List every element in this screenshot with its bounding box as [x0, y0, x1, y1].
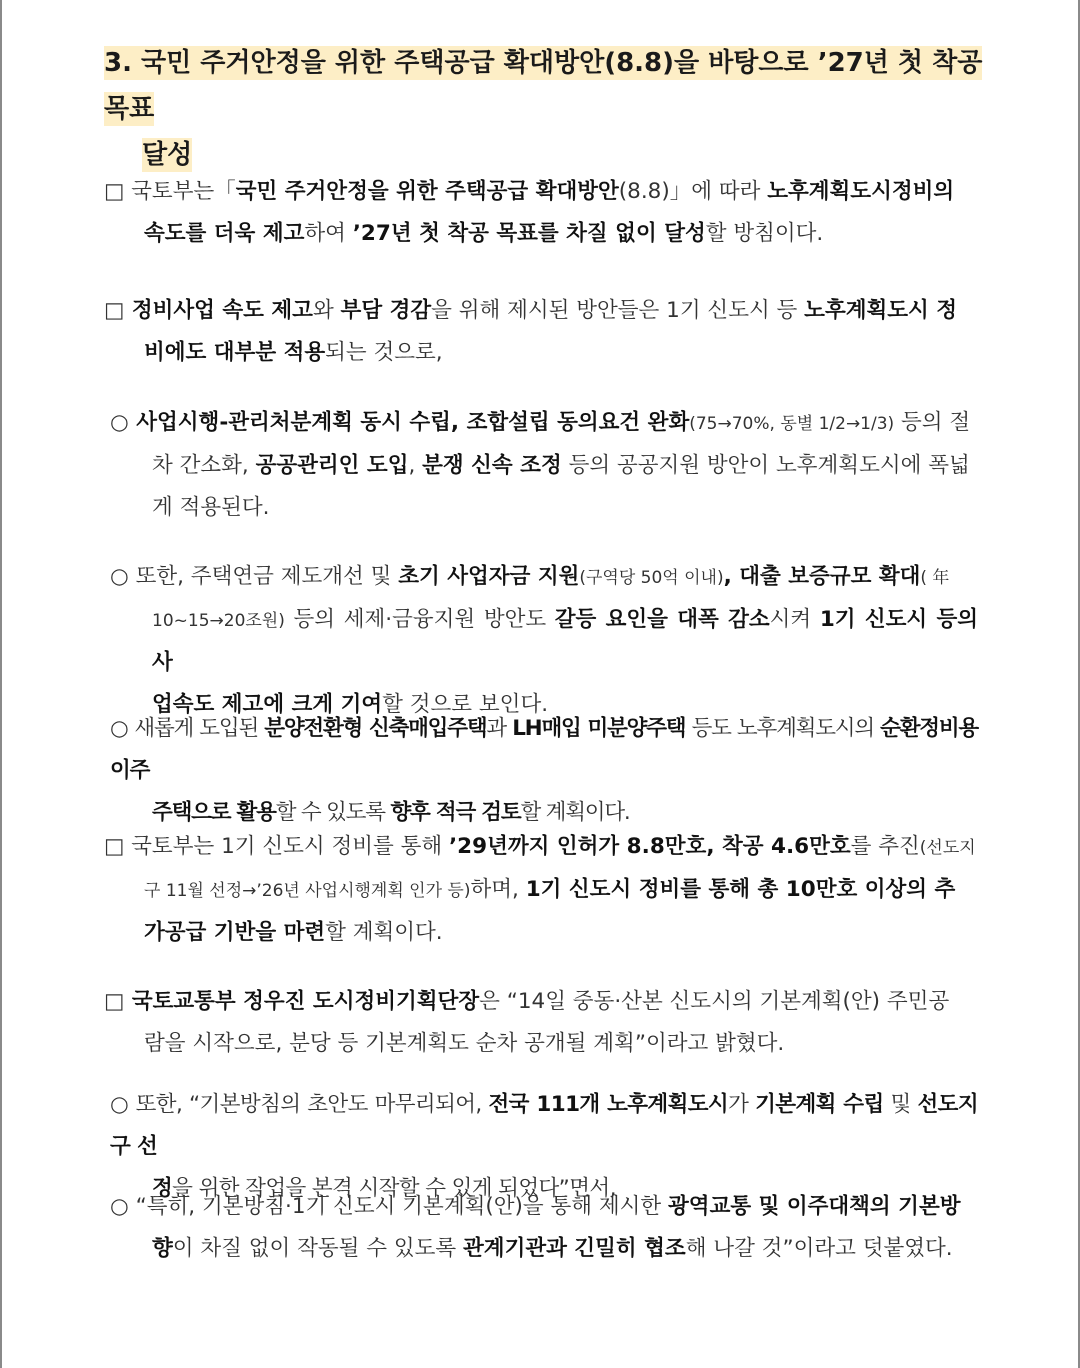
bold-text: 기본계획 수립 — [755, 1092, 884, 1117]
bold-text: 선도지구 선 — [110, 1092, 979, 1159]
text-run: 할 방침이다. — [705, 221, 824, 246]
bold-text: 공공관리인 도입 — [255, 453, 409, 478]
text-run: 국토부는「 — [124, 179, 236, 204]
bold-text: LH매입 미분양주택 — [512, 716, 686, 741]
text-run: 가 — [728, 1092, 756, 1117]
heading-line-2: 달성 — [142, 140, 193, 170]
text-run: 이 차질 없이 작동될 수 있도록 — [172, 1236, 464, 1261]
bold-text: 가공급 기반을 마련 — [144, 920, 326, 945]
bold-text: 갈등 요인을 대폭 감소 — [554, 607, 770, 632]
text-run: 등도 노후계획도시의 — [685, 716, 881, 741]
page-left-border — [0, 0, 2, 1368]
bold-text: 향 — [152, 1236, 173, 1261]
text-run: 되는 것으로, — [325, 340, 443, 365]
small-text: (선도지 — [919, 838, 976, 858]
bold-text: 부담 경감 — [340, 298, 432, 323]
bold-text: 국토교통부 정우진 도시정비기획단장 — [124, 989, 480, 1014]
bold-text: ’27년 첫 착공 목표를 차질 없이 달성 — [352, 221, 706, 246]
paragraph-9 — [110, 1186, 978, 1270]
text-run: 해 나갈 것”이라고 덧붙였다. — [685, 1236, 953, 1261]
text-run: 을 위해 제시된 방안들은 1기 신도시 등 — [431, 298, 805, 323]
bold-text: 대출 보증규모 확대 — [739, 564, 921, 589]
small-text: (75→70%, 동별 1/2→1/3) — [689, 414, 895, 434]
bold-text: , — [723, 564, 740, 589]
text-run: 등의 세제·금융지원 방안도 — [284, 607, 555, 632]
bold-text: 초기 사업자금 지원 — [398, 564, 580, 589]
small-text: 구 11월 선정→’26년 사업시행계획 인가 등) — [144, 881, 471, 901]
bold-text: 정 — [152, 1176, 173, 1201]
square-bullet: □ — [104, 989, 125, 1014]
bold-text: 분양전환형 신축매입주택 — [264, 716, 487, 741]
text-run: 차 간소화, — [152, 453, 256, 478]
text-run: 할 계획이다. — [520, 800, 630, 825]
text-run: 과 — [486, 716, 513, 741]
bold-text: 분쟁 신속 조정 — [422, 453, 562, 478]
paragraph-5 — [110, 708, 978, 834]
text-run: 또한, 주택연금 제도개선 및 — [128, 564, 399, 589]
square-bullet: □ — [104, 179, 125, 204]
heading-line-1: 3. 국민 주거안정을 위한 주택공급 확대방안(8.8)을 바탕으로 ’27년 첫 착공목표 — [104, 48, 983, 124]
circle-bullet: ○ — [110, 716, 129, 741]
paragraph-2 — [104, 290, 978, 374]
text-run: 및 — [883, 1092, 918, 1117]
text-run: 람을 시작으로, 분당 등 기본계획도 순차 공개될 계획”이라고 밝혔다. — [144, 1031, 785, 1056]
text-run: 게 적용된다. — [152, 495, 270, 520]
circle-bullet: ○ — [110, 1194, 129, 1219]
paragraph-7 — [104, 981, 978, 1065]
text-run: 할 것으로 보인다. — [382, 692, 549, 717]
paragraph-6 — [104, 826, 978, 954]
small-text: (구역당 50억 이내) — [579, 568, 724, 588]
circle-bullet: ○ — [110, 410, 129, 435]
text-run: 새롭게 도입된 — [128, 716, 265, 741]
text-run: 를 추진 — [850, 834, 920, 859]
circle-bullet: ○ — [110, 564, 129, 589]
bold-text: 노후계획도시 정 — [804, 298, 958, 323]
text-run: 등의 절 — [894, 410, 971, 435]
text-run: 와 — [312, 298, 341, 323]
bold-text: 관계기관과 긴밀히 협조 — [463, 1236, 686, 1261]
bold-text: 주택으로 활용 — [152, 800, 276, 825]
text-run: 등의 공공지원 방안이 노후계획도시에 폭넓 — [561, 453, 970, 478]
section-heading — [104, 40, 984, 178]
text-run: 하여 — [304, 221, 353, 246]
bold-text: 정비사업 속도 제고 — [124, 298, 313, 323]
bold-text: 사업시행-관리처분계획 동시 수립, 조합설립 동의요건 완화 — [128, 410, 690, 435]
text-run: , — [408, 453, 423, 478]
text-run: 하며, — [470, 877, 526, 902]
bold-text: 향후 적극 검토 — [390, 800, 521, 825]
bold-text: 광역교통 및 이주대책의 기본방 — [668, 1194, 961, 1219]
paragraph-4 — [110, 556, 978, 726]
text-run: 시켜 — [769, 607, 820, 632]
text-run: 을 위한 작업을 본격 시작할 수 있게 되었다”면서, — [172, 1176, 616, 1201]
paragraph-1 — [104, 171, 978, 255]
text-run: “특히, 기본방침·1기 신도시 기본계획(안)을 통해 제시한 — [128, 1194, 669, 1219]
bold-text: 1기 신도시 등의 사 — [152, 607, 979, 675]
bold-text: 속도를 더욱 제고 — [144, 221, 305, 246]
bold-text: 비에도 대부분 적용 — [144, 340, 326, 365]
bold-text: ’29년까지 인허가 8.8만호, 착공 4.6만호 — [449, 834, 851, 859]
bold-text: 업속도 제고에 크게 기여 — [152, 692, 383, 717]
square-bullet: □ — [104, 298, 125, 323]
bold-text: 노후계획도시정비의 — [767, 179, 955, 204]
text-run: 할 수 있도록 — [275, 800, 391, 825]
circle-bullet: ○ — [110, 1092, 129, 1117]
square-bullet: □ — [104, 834, 125, 859]
text-run: (8.8)」에 따라 — [618, 179, 768, 204]
text-run: 또한, “기본방침의 초안도 마무리되어, — [128, 1092, 489, 1117]
text-run: 은 “14일 중동·산본 신도시의 기본계획(안) 주민공 — [479, 989, 950, 1014]
bold-text: 1기 신도시 정비를 통해 총 10만호 이상의 추 — [525, 877, 956, 902]
small-text: ( 年 — [920, 568, 950, 588]
text-run: 할 계획이다. — [325, 920, 443, 945]
bold-text: 전국 111개 노후계획도시 — [488, 1092, 729, 1117]
text-run: 국토부는 1기 신도시 정비를 통해 — [124, 834, 450, 859]
paragraph-3 — [110, 402, 978, 529]
bold-text: 순환정비용 이주 — [110, 716, 978, 783]
small-text: 10~15→20조원) — [152, 611, 285, 631]
bold-text: 국민 주거안정을 위한 주택공급 확대방안 — [235, 179, 619, 204]
